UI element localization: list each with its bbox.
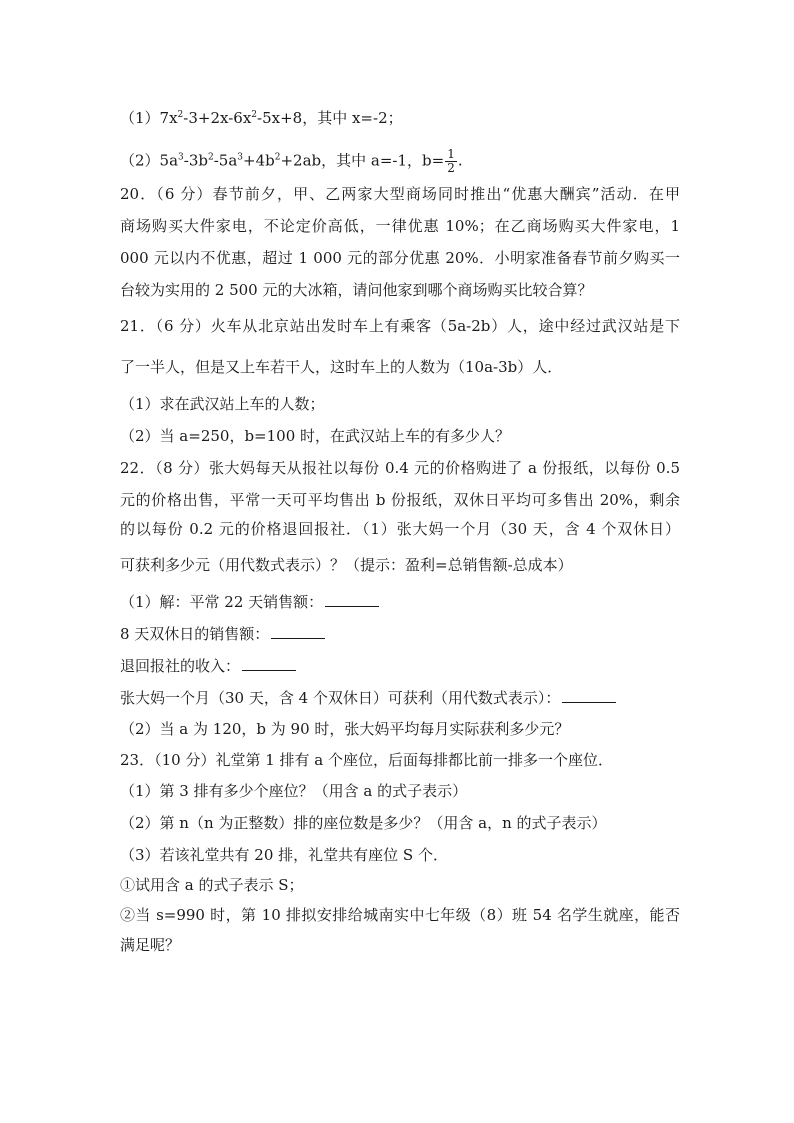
problem-22-line: 22．（8 分）张大妈每天从报社以每份 0.4 元的价格购进了 a 份报纸，以每份 0.5 xyxy=(120,459,680,477)
answer-blank[interactable] xyxy=(271,624,325,639)
problem-20-line: 台较为实用的 2 500 元的大冰箱，请问他家到哪个商场购买比较合算？ xyxy=(120,281,593,299)
expr-text: -5x+8，其中 x=-2； xyxy=(257,109,403,127)
fill-line-weekday-sales xyxy=(120,592,680,612)
answer-blank[interactable] xyxy=(562,688,616,703)
problem-19-part-2 xyxy=(120,148,680,175)
problem-22-line: 的以每份 0.2 元的价格退回报社．（1）张大妈一个月（30 天，含 4 个双休日） xyxy=(120,520,680,538)
fill-line-monthly-profit xyxy=(120,688,680,708)
expr-text: -3+2x-6x xyxy=(183,109,252,127)
problem-23-line: 23．（10 分）礼堂第 1 排有 a 个座位，后面每排都比前一排多一个座位． xyxy=(120,751,614,769)
fill-label: 退回报社的收入： xyxy=(120,657,241,675)
expr-text: （1）7x xyxy=(120,109,178,127)
fill-line-return-income xyxy=(120,656,680,676)
fill-label: 张大妈一个月（30 天，含 4 个双休日）可获利（用代数式表示）： xyxy=(120,689,561,707)
exponent: 3 xyxy=(237,152,244,163)
expr-text: +4b xyxy=(243,151,275,170)
fraction-numerator: 1 xyxy=(447,147,455,161)
fill-label: 8 天双休日的销售额： xyxy=(120,625,270,643)
problem-21-part-2: （2）当 a=250，b=100 时，在武汉站上车的有多少人？ xyxy=(120,427,511,445)
fraction-denominator: 2 xyxy=(447,161,455,175)
problem-23-sub-2-cont: 满足呢？ xyxy=(120,936,181,954)
problem-21-part-1: （1）求在武汉站上车的人数； xyxy=(120,395,325,413)
problem-23-sub-2: ②当 s=990 时，第 10 排拟安排给城南实中七年级（8）班 54 名学生就座，能否 xyxy=(120,906,680,924)
answer-blank[interactable] xyxy=(325,592,379,607)
exponent: 2 xyxy=(274,152,281,163)
problem-22-part-2: （2）当 a 为 120，b 为 90 时，张大妈平均每月实际获利多少元？ xyxy=(120,720,570,738)
problem-23-part-2: （2）第 n（n 为正整数）排的座位数是多少？（用含 a，n 的式子表示） xyxy=(120,814,607,832)
problem-23-sub-1: ①试用含 a 的式子表示 S； xyxy=(120,876,304,894)
problem-20-line: 000 元以内不优惠，超过 1 000 元的部分优惠 20%．小明家准备春节前夕购买一 xyxy=(120,249,680,267)
expr-text: -3b xyxy=(183,151,208,170)
problem-22-line: 可获利多少元（用代数式表示）？（提示：盈利=总销售额-总成本） xyxy=(120,556,573,574)
problem-19-part-1 xyxy=(120,108,680,128)
fill-line-weekend-sales xyxy=(120,624,680,644)
exponent: 2 xyxy=(177,110,184,120)
expr-text: +2ab，其中 a=-1，b= xyxy=(280,151,445,170)
exponent: 2 xyxy=(251,110,258,120)
problem-21-line: 了一半人，但是又上车若干人，这时车上的人数为（10a-3b）人． xyxy=(120,358,563,376)
fill-label: （1）解：平常 22 天销售额： xyxy=(120,593,324,611)
problem-22-line: 元的价格出售，平常一天可平均售出 b 份报纸，双休日平均可多售出 20%，剩余 xyxy=(120,491,680,509)
exponent: 2 xyxy=(207,152,214,163)
problem-21-line: 21．（6 分）火车从北京站出发时车上有乘客（5a-2b）人，途中经过武汉站是下 xyxy=(120,317,680,335)
problem-20-line: 20．（6 分）春节前夕，甲、乙两家大型商场同时推出“优惠大酬宾”活动．在甲 xyxy=(120,185,680,203)
expr-text: . xyxy=(457,151,463,170)
answer-blank[interactable] xyxy=(242,656,296,671)
problem-23-part-3: （3）若该礼堂共有 20 排，礼堂共有座位 S 个． xyxy=(120,846,448,864)
problem-23-part-1: （1）第 3 排有多少个座位？（用含 a 的式子表示） xyxy=(120,782,468,800)
problem-20-line: 商场购买大件家电，不论定价高低，一律优惠 10%；在乙商场购买大件家电，1 xyxy=(120,217,680,235)
expr-text: -5a xyxy=(213,151,238,170)
exponent: 3 xyxy=(178,152,184,163)
fraction xyxy=(445,148,457,175)
expr-text: （2）5a xyxy=(120,151,179,170)
